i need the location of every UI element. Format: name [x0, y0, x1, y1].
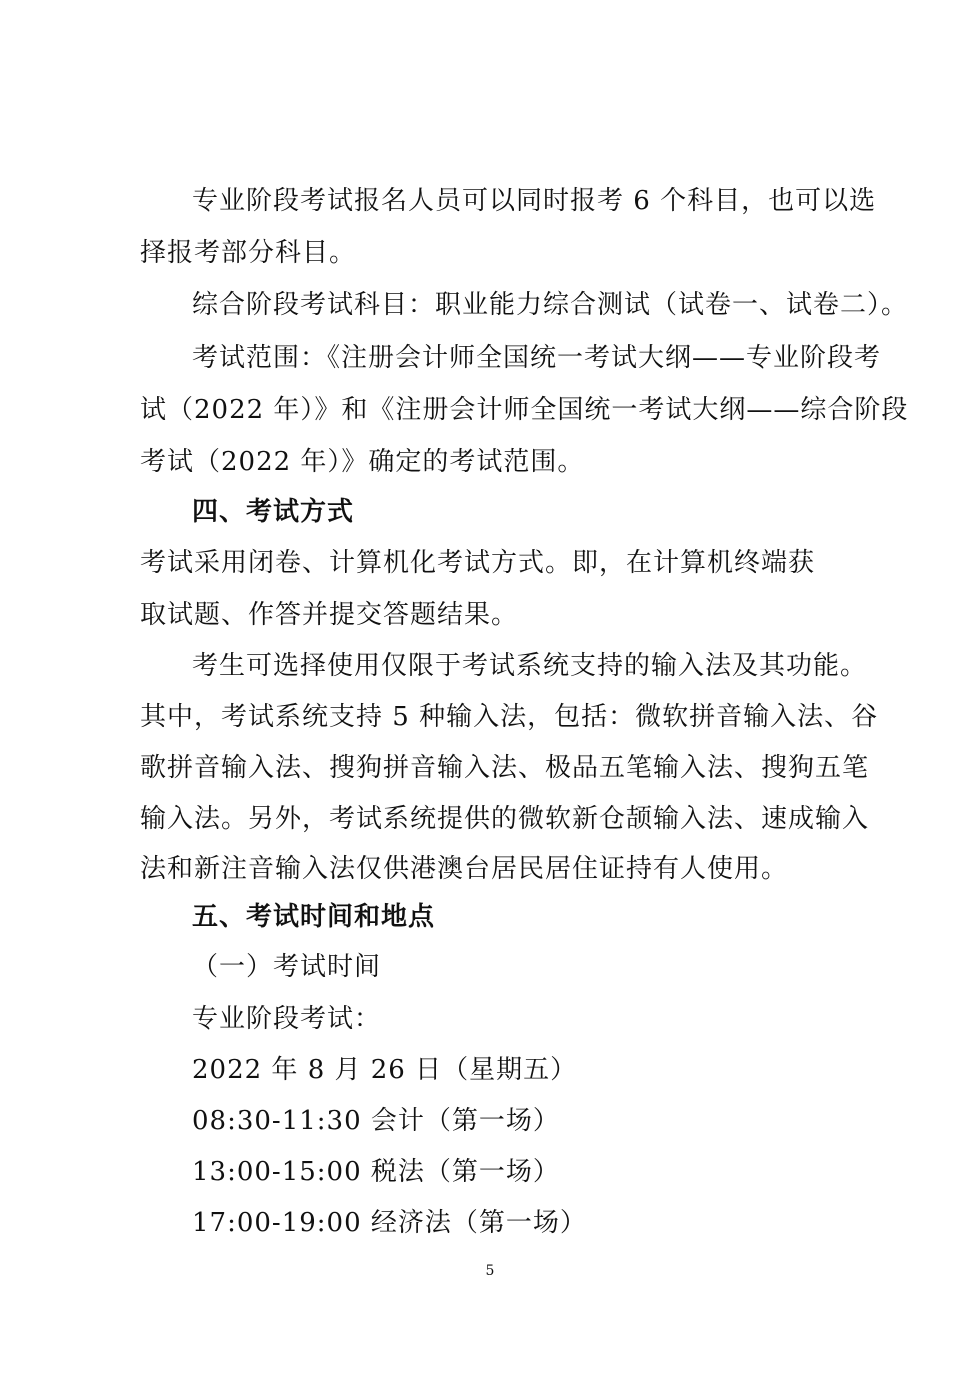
paragraph-line: 考试采用闭卷、计算机化考试方式。即，在计算机终端获	[140, 548, 816, 578]
section-heading: 四、考试方式	[192, 497, 355, 527]
schedule-date: 2022 年 8 月 26 日（星期五）	[192, 1055, 578, 1085]
paragraph-line: 考试范围：《注册会计师全国统一考试大纲——专业阶段考	[192, 343, 882, 373]
schedule-item: 17:00-19:00 经济法（第一场）	[192, 1208, 587, 1238]
paragraph-line: 取试题、作答并提交答题结果。	[140, 600, 519, 630]
schedule-item: 08:30-11:30 会计（第一场）	[192, 1106, 560, 1136]
paragraph-line: 试（2022 年）》和《注册会计师全国统一考试大纲——综合阶段	[140, 395, 909, 425]
page-number: 5	[485, 1263, 495, 1279]
paragraph-line: 歌拼音输入法、搜狗拼音输入法、极品五笔输入法、搜狗五笔	[140, 753, 870, 783]
paragraph-line: 法和新注音输入法仅供港澳台居民居住证持有人使用。	[140, 854, 789, 884]
subsection-heading: （一）考试时间	[192, 952, 382, 982]
paragraph-line: 择报考部分科目。	[140, 238, 357, 268]
paragraph-line: 综合阶段考试科目：职业能力综合测试（试卷一、试卷二）。	[192, 290, 909, 320]
paragraph-line: 专业阶段考试：	[192, 1004, 382, 1034]
section-heading: 五、考试时间和地点	[192, 902, 436, 932]
paragraph-line: 考生可选择使用仅限于考试系统支持的输入法及其功能。	[192, 651, 868, 681]
paragraph-line: 专业阶段考试报名人员可以同时报考 6 个科目，也可以选	[192, 186, 877, 216]
paragraph-line: 考试（2022 年）》确定的考试范围。	[140, 447, 585, 477]
paragraph-line: 输入法。另外，考试系统提供的微软新仓颉输入法、速成输入	[140, 804, 870, 834]
schedule-item: 13:00-15:00 税法（第一场）	[192, 1157, 560, 1187]
paragraph-line: 其中，考试系统支持 5 种输入法，包括：微软拼音输入法、谷	[140, 702, 879, 732]
